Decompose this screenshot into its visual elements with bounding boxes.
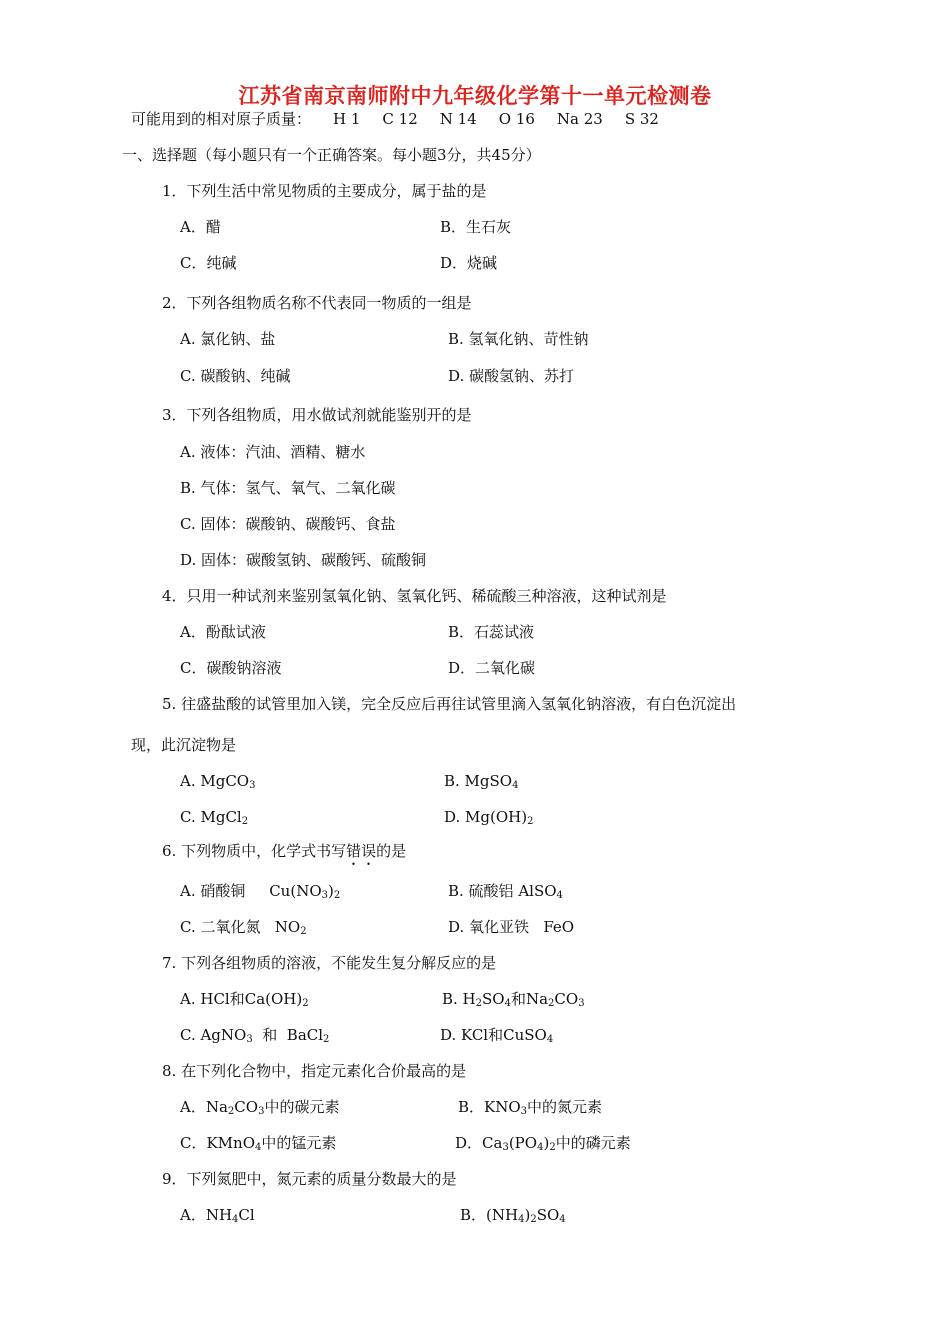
question-stem: 9．下列氮肥中，氮元素的质量分数最大的是 [162, 1170, 457, 1188]
question-stem: 7. 下列各组物质的溶液，不能发生复分解反应的是 [162, 954, 497, 972]
question-stem: 1．下列生活中常见物质的主要成分，属于盐的是 [162, 182, 487, 200]
question-option: A. 硝酸铜 $Cu(NO_3)_2$ [180, 882, 341, 901]
question-option: B. MgSO$_4$ [444, 772, 519, 791]
question-option: B．$KNO_3$中的氮元素 [458, 1098, 603, 1117]
question-option: C．碳酸钠溶液 [180, 659, 282, 677]
question-option: C. 碳酸钠、纯碱 [180, 367, 291, 385]
atomic-mass-item: N 14 [439, 110, 477, 128]
question-option: A. 液体：汽油、酒精、糖水 [180, 443, 366, 461]
question-option: C. 固体：碳酸钠、碳酸钙、食盐 [180, 515, 396, 533]
question-option: B．石蕊试液 [448, 623, 535, 641]
atomic-mass-item: S 32 [624, 110, 659, 128]
question-option: B．$(NH_4)_2SO_4$ [460, 1206, 566, 1225]
atomic-mass-item: H 1 [333, 110, 361, 128]
atomic-mass-item: C 12 [382, 110, 418, 128]
section-heading: 一、选择题（每小题只有一个正确答案。每小题3分，共45分） [122, 146, 541, 164]
question-stem: 4．只用一种试剂来鉴别氢氧化钠、氢氧化钙、稀硫酸三种溶液，这种试剂是 [162, 587, 667, 605]
question-stem-continued: 现，此沉淀物是 [131, 736, 237, 754]
question-option: B. 硫酸铝 AlSO$_4$ [448, 882, 563, 901]
question-option: D. 固体：碳酸氢钠、碳酸钙、硫酸铜 [180, 551, 427, 569]
question-stem: 5. 往盛盐酸的试管里加入镁，完全反应后再往试管里滴入氢氧化钠溶液，有白色沉淀出 [162, 695, 737, 713]
question-option: A. MgCO$_3$ [180, 772, 256, 791]
question-stem: 3．下列各组物质，用水做试剂就能鉴别开的是 [162, 406, 472, 424]
question-option: C. 二氧化氮 $NO_2$ [180, 918, 307, 937]
question-option: D. $Mg(OH)_2$ [444, 808, 534, 827]
question-stem: 8. 在下列化合物中，指定元素化合价最高的是 [162, 1062, 467, 1080]
question-option: C. AgNO$_3$ 和 BaCl$_2$ [180, 1026, 330, 1045]
question-option: C. MgCl$_2$ [180, 808, 249, 827]
question-option: B. 氢氧化钠、苛性钠 [448, 330, 589, 348]
question-stem: 2．下列各组物质名称不代表同一物质的一组是 [162, 294, 472, 312]
question-option: D. 氧化亚铁 FeO [448, 918, 575, 936]
exam-title: 江苏省南京南师附中九年级化学第十一单元检测卷 [238, 84, 712, 108]
question-option: B. 气体：氢气、氧气、二氧化碳 [180, 479, 396, 497]
question-option: A．醋 [180, 218, 221, 236]
atomic-masses-label: 可能用到的相对原子质量： [131, 110, 312, 128]
question-option: D. KCl和CuSO$_4$ [440, 1026, 554, 1045]
question-option: A．酚酞试液 [180, 623, 266, 641]
question-option: D．烧碱 [440, 254, 498, 272]
question-option: B. $H_2SO_4$和$Na_2CO_3$ [442, 990, 585, 1009]
question-option: D．二氧化碳 [448, 659, 536, 677]
question-option: C．纯碱 [180, 254, 237, 272]
atomic-mass-item: O 16 [498, 110, 535, 128]
question-option: D. 碳酸氢钠、苏打 [448, 367, 575, 385]
question-option: D．$Ca_3(PO_4)_2$中的磷元素 [455, 1134, 631, 1153]
question-stem: 6. 下列物质中，化学式书写错误的是 [162, 842, 407, 860]
question-option: A．$Na_2CO_3$中的碳元素 [180, 1098, 340, 1117]
question-option: B．生石灰 [440, 218, 512, 236]
atomic-mass-item: Na 23 [556, 110, 603, 128]
atomic-masses-line [131, 109, 659, 129]
question-option: A. HCl和$Ca(OH)_2$ [180, 990, 309, 1009]
question-option: A．$NH_4Cl$ [180, 1206, 255, 1225]
question-option: A. 氯化钠、盐 [180, 330, 276, 348]
question-option: C．KMnO$_4$中的锰元素 [180, 1134, 337, 1153]
